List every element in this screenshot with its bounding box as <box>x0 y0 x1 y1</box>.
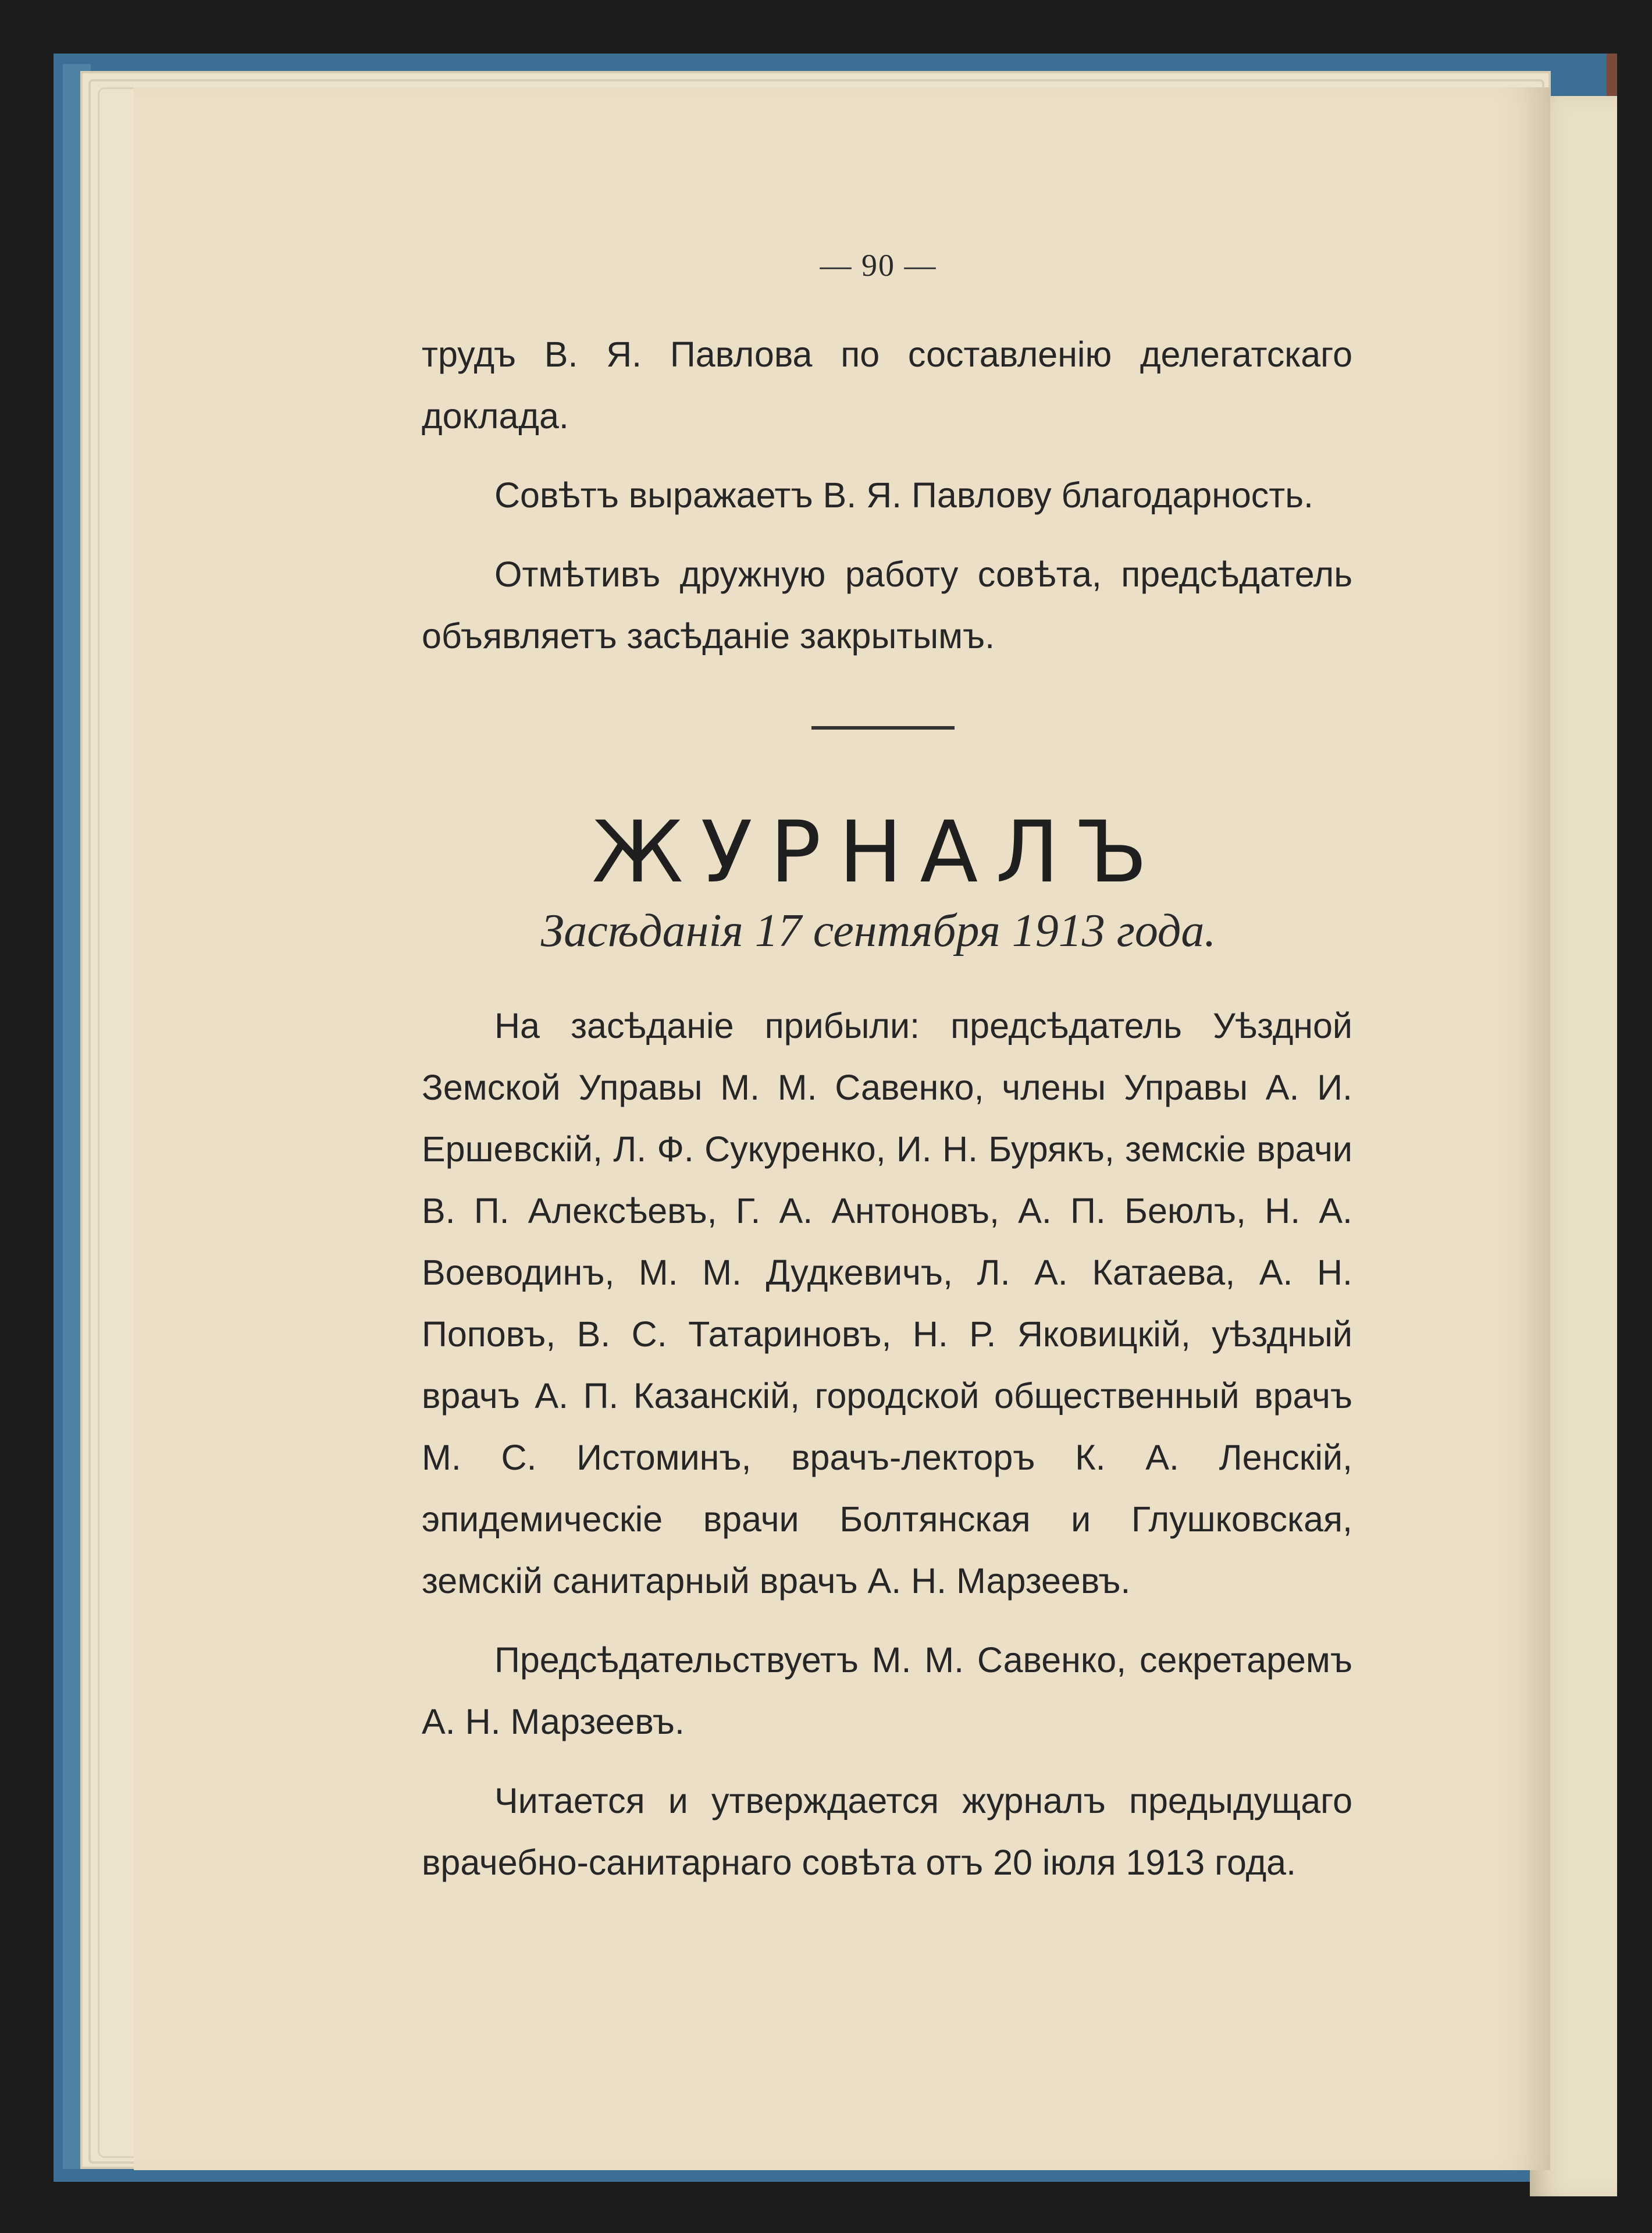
top-text <box>422 323 1352 667</box>
journal-title: ЖУРНАЛЪ <box>592 803 1165 902</box>
paragraph: Читается и утверждается журналъ предыдущаго врачебно-санитарнаго совѣта отъ 20 іюля 1913 года. <box>422 1781 1352 1882</box>
paragraph: На засѣданіе прибыли: предсѣдатель Уѣздной Земской Управы М. М. Савенко, члены Управы А. И. Ершевскій, Л. Ф. Сукуренко, И. Н. Бурякъ, земскіе врачи В. П. Алексѣевъ, Г. А. Антоновъ, А. П. Беюлъ, Н. А. Воеводинъ, М. М. Дудкевичъ, Л. А. Катаева, А. Н. Поповъ, В. С. Татариновъ, Н. Р. Яковицкій, уѣздный врачъ А. П. Казанскій, городской общественный врачъ М. С. Истоминъ, врачъ-лекторъ К. А. Ленскій, эпидемическіе врачи Болтянская и Глушковская, земскій санитарный врачъ А. Н. Марзеевъ. <box>422 1006 1352 1601</box>
paragraph: Предсѣдательствуетъ М. М. Савенко, секретаремъ А. Н. Марзеевъ. <box>422 1640 1352 1741</box>
page-number: — 90 — <box>820 248 937 283</box>
body-text <box>422 995 1352 1893</box>
paragraph: Отмѣтивъ дружную работу совѣта, предсѣдатель объявляетъ засѣданіе закрытымъ. <box>422 554 1352 656</box>
paragraph: Совѣтъ выражаетъ В. Я. Павлову благодарность. <box>494 475 1313 515</box>
section-divider <box>811 726 955 730</box>
session-subtitle: Засѣданія 17 сентября 1913 года. <box>540 905 1216 957</box>
paragraph-tail: трудъ В. Я. Павлова по составленію делегатскаго доклада. <box>422 335 1352 436</box>
